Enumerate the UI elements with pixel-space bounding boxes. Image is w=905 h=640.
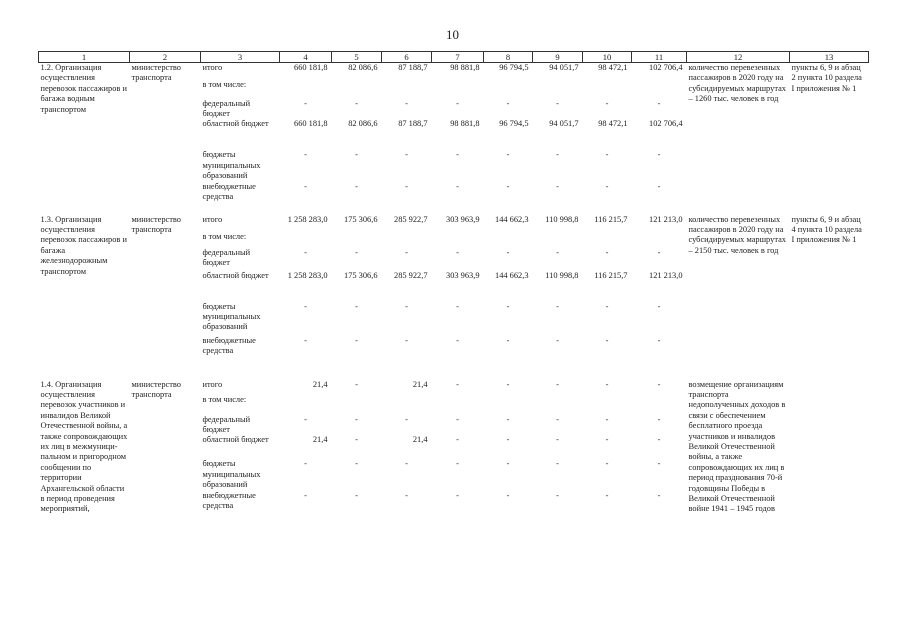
executor: министерство транспорта [131,63,181,83]
value-cell: - [405,247,408,257]
value-cell [382,395,432,415]
value-cell: - [304,98,307,108]
table-row [39,215,869,232]
value-cell: - [657,301,661,311]
value-cell [382,232,432,248]
value-cell: 87 188,7 [398,63,428,72]
value-cell [632,80,687,99]
funding-source: бюджеты муниципальных образований [202,459,261,490]
value-cell: 1 258 283,0 [287,270,328,280]
col-number: 6 [382,52,432,63]
value-cell: - [304,181,307,191]
funding-source: внебюджетные средства [202,490,256,510]
value-cell: - [405,301,408,311]
table-body [39,63,869,521]
value-cell: - [605,150,609,160]
value-cell [432,80,484,99]
value-cell: - [506,98,510,108]
value-cell: - [657,98,661,108]
value-cell: - [405,490,408,500]
col-number: 2 [130,52,201,63]
value-cell [280,232,332,248]
value-cell: - [355,335,358,345]
value-cell: - [456,150,459,160]
col-number: 12 [687,52,790,63]
value-cell: - [355,301,358,311]
value-cell: - [657,490,661,500]
value-cell [332,80,382,99]
value-cell: 98 881,8 [450,63,480,72]
col-number: 8 [484,52,533,63]
col-number: 13 [790,52,869,63]
value-cell: - [556,459,559,469]
value-cell: - [605,247,609,257]
value-cell: - [556,98,559,108]
funding-source: итого [202,379,223,389]
value-cell: 660 181,8 [294,63,328,72]
funding-source: итого [202,214,223,224]
value-cell: - [355,490,358,500]
value-cell: - [355,247,358,257]
activity-name: 1.2. Организация осуществления перевозок пассажиров и багажа водным транспортом [40,63,127,114]
funding-source: федеральный бюджет [202,414,251,434]
funding-source: внебюджетные средства [202,181,256,201]
value-cell: - [405,414,408,424]
value-cell: - [556,181,559,191]
value-cell: 82 086,6 [348,119,378,129]
value-cell: - [506,301,510,311]
value-cell: - [456,247,459,257]
value-cell: - [657,379,661,389]
value-cell: - [405,459,408,469]
value-cell: - [605,301,609,311]
value-cell: 94 051,7 [549,63,579,72]
value-cell: - [657,459,661,469]
value-cell: 175 306,6 [344,270,378,280]
value-cell: - [556,335,559,345]
value-cell: - [355,181,358,191]
expected-result: количество перевезенных пассажиров в 2020 году на субсидируемых маршрутах – 2150 тыс. человек в год [688,214,786,255]
value-cell [484,232,533,248]
value-cell: 94 051,7 [549,119,579,129]
value-cell: - [657,414,661,424]
value-cell: - [506,181,510,191]
value-cell: 21,4 [312,435,328,445]
value-cell: - [405,150,408,160]
value-cell: - [405,335,408,345]
table-row [39,63,869,80]
col-number: 5 [332,52,382,63]
funding-source: областной бюджет [202,119,269,129]
value-cell: - [605,435,609,445]
value-cell: 660 181,8 [294,119,328,129]
value-cell: - [506,335,510,345]
value-cell: - [355,414,358,424]
value-cell: 21,4 [312,379,328,389]
funding-source: бюджеты муниципальных образований [202,301,261,332]
value-cell: 144 662,3 [495,214,529,224]
value-cell: 116 215,7 [594,214,628,224]
value-cell: - [506,435,510,445]
executor: министерство транспорта [131,379,181,399]
activity-name: 1.3. Организация осуществления перевозок пассажиров и багажа железнодорожным транспортом [40,214,127,276]
value-cell: - [605,335,609,345]
value-cell: - [556,490,559,500]
value-cell: - [657,247,661,257]
value-cell: - [456,435,459,445]
value-cell: 96 794,5 [499,63,529,72]
value-cell: - [605,181,609,191]
value-cell: 110 998,8 [545,214,579,224]
value-cell: 102 706,4 [649,63,683,72]
value-cell: 1 258 283,0 [287,214,328,224]
value-cell: - [456,490,459,500]
funding-source: федеральный бюджет [202,247,251,267]
value-cell: - [456,98,459,108]
col-number: 1 [39,52,130,63]
funding-source: итого [202,63,223,72]
value-cell: - [506,490,510,500]
col-number: 10 [583,52,632,63]
reference [790,380,869,521]
value-cell [583,80,632,99]
value-cell: 21,4 [412,379,428,389]
value-cell: 110 998,8 [545,270,579,280]
value-cell: - [506,459,510,469]
value-cell [533,232,583,248]
column-number-row [39,52,869,63]
value-cell: 116 215,7 [594,270,628,280]
value-cell: 102 706,4 [649,119,683,129]
table-row [39,380,869,395]
value-cell [583,395,632,415]
value-cell: - [304,490,307,500]
value-cell: - [456,379,459,389]
value-cell: - [355,150,358,160]
value-cell: - [556,435,559,445]
value-cell: - [355,379,358,389]
value-cell: - [605,414,609,424]
col-number: 9 [533,52,583,63]
col-number: 3 [201,52,280,63]
value-cell: - [405,98,408,108]
reference: пункты 6, 9 и абзац 2 пункта 10 раздела I приложения № 1 [791,63,862,93]
funding-source: областной бюджет [202,435,269,445]
value-cell [382,80,432,99]
value-cell: 303 963,9 [446,214,480,224]
reference: пункты 6, 9 и абзац 4 пункта 10 раздела I приложения № 1 [791,214,862,245]
budget-table [38,51,869,521]
value-cell: - [456,301,459,311]
value-cell [484,395,533,415]
value-cell: - [605,379,609,389]
value-cell: - [556,414,559,424]
value-cell: - [556,301,559,311]
funding-source: в том числе: [202,231,247,241]
value-cell: - [355,459,358,469]
activity-name: 1.4. Организация осуществления перевозок участников и инвалидов Великой Отечественной войны, а также сопровождающих их лиц в межмуници-пальном и пригородном сообщении по территории Архангельской области в период проведения мероприятий, [40,379,128,514]
value-cell: 144 662,3 [495,270,529,280]
value-cell [484,80,533,99]
value-cell: 175 306,6 [344,214,378,224]
page-number: 10 [446,27,459,42]
value-cell [280,80,332,99]
value-cell: 96 794,5 [499,119,529,129]
value-cell [632,395,687,415]
value-cell: - [304,301,307,311]
expected-result: возмещение организациям транспорта недополученных доходов в связи с обеспечением бесплатного проезда участников и инвалидов Великой Отечественной войны, а также сопровождающих их лиц в период празднования 70-й годовщины Победы в Великой Отечественной войне 1941 – 1945 годов [688,379,786,514]
expected-result: количество перевезенных пассажиров в 2020 году на субсидируемых маршрутах – 1260 тыс. человек в год [688,63,786,104]
value-cell: - [556,150,559,160]
value-cell: 21,4 [412,435,428,445]
value-cell [583,232,632,248]
value-cell: 285 922,7 [394,270,428,280]
value-cell [632,232,687,248]
value-cell: - [355,435,358,445]
value-cell [432,395,484,415]
value-cell: - [657,435,661,445]
value-cell: - [605,490,609,500]
value-cell: - [657,335,661,345]
value-cell: - [506,150,510,160]
value-cell: 121 213,0 [649,270,683,280]
value-cell: 87 188,7 [398,119,428,129]
value-cell [280,395,332,415]
value-cell: - [456,414,459,424]
col-number: 11 [632,52,687,63]
col-number: 4 [280,52,332,63]
value-cell: - [456,335,459,345]
value-cell: - [405,181,408,191]
value-cell: - [506,247,510,257]
value-cell [332,232,382,248]
value-cell: - [605,459,609,469]
value-cell: 82 086,6 [348,63,378,72]
funding-source: бюджеты муниципальных образований [202,150,261,181]
funding-source: областной бюджет [202,270,269,280]
value-cell [533,395,583,415]
value-cell: 98 881,8 [450,119,480,129]
funding-source: федеральный бюджет [202,98,251,118]
value-cell: - [304,414,307,424]
value-cell: - [304,335,307,345]
value-cell: 98 472,1 [598,63,628,72]
value-cell [533,80,583,99]
funding-source: в том числе: [202,394,247,404]
col-number: 7 [432,52,484,63]
funding-source: в том числе: [202,79,247,89]
value-cell: - [556,379,559,389]
value-cell [332,395,382,415]
funding-source: внебюджетные средства [202,335,256,355]
value-cell: - [556,247,559,257]
value-cell: - [355,98,358,108]
value-cell: - [304,247,307,257]
value-cell: 303 963,9 [446,270,480,280]
value-cell: - [506,414,510,424]
value-cell: 121 213,0 [649,214,683,224]
value-cell: 98 472,1 [598,119,628,129]
value-cell: - [304,150,307,160]
value-cell: - [657,150,661,160]
executor: министерство транспорта [131,214,181,234]
value-cell: - [657,181,661,191]
value-cell: - [304,459,307,469]
value-cell [432,232,484,248]
value-cell: - [605,98,609,108]
value-cell: - [456,459,459,469]
value-cell: 285 922,7 [394,214,428,224]
value-cell: - [456,181,459,191]
value-cell: - [506,379,510,389]
